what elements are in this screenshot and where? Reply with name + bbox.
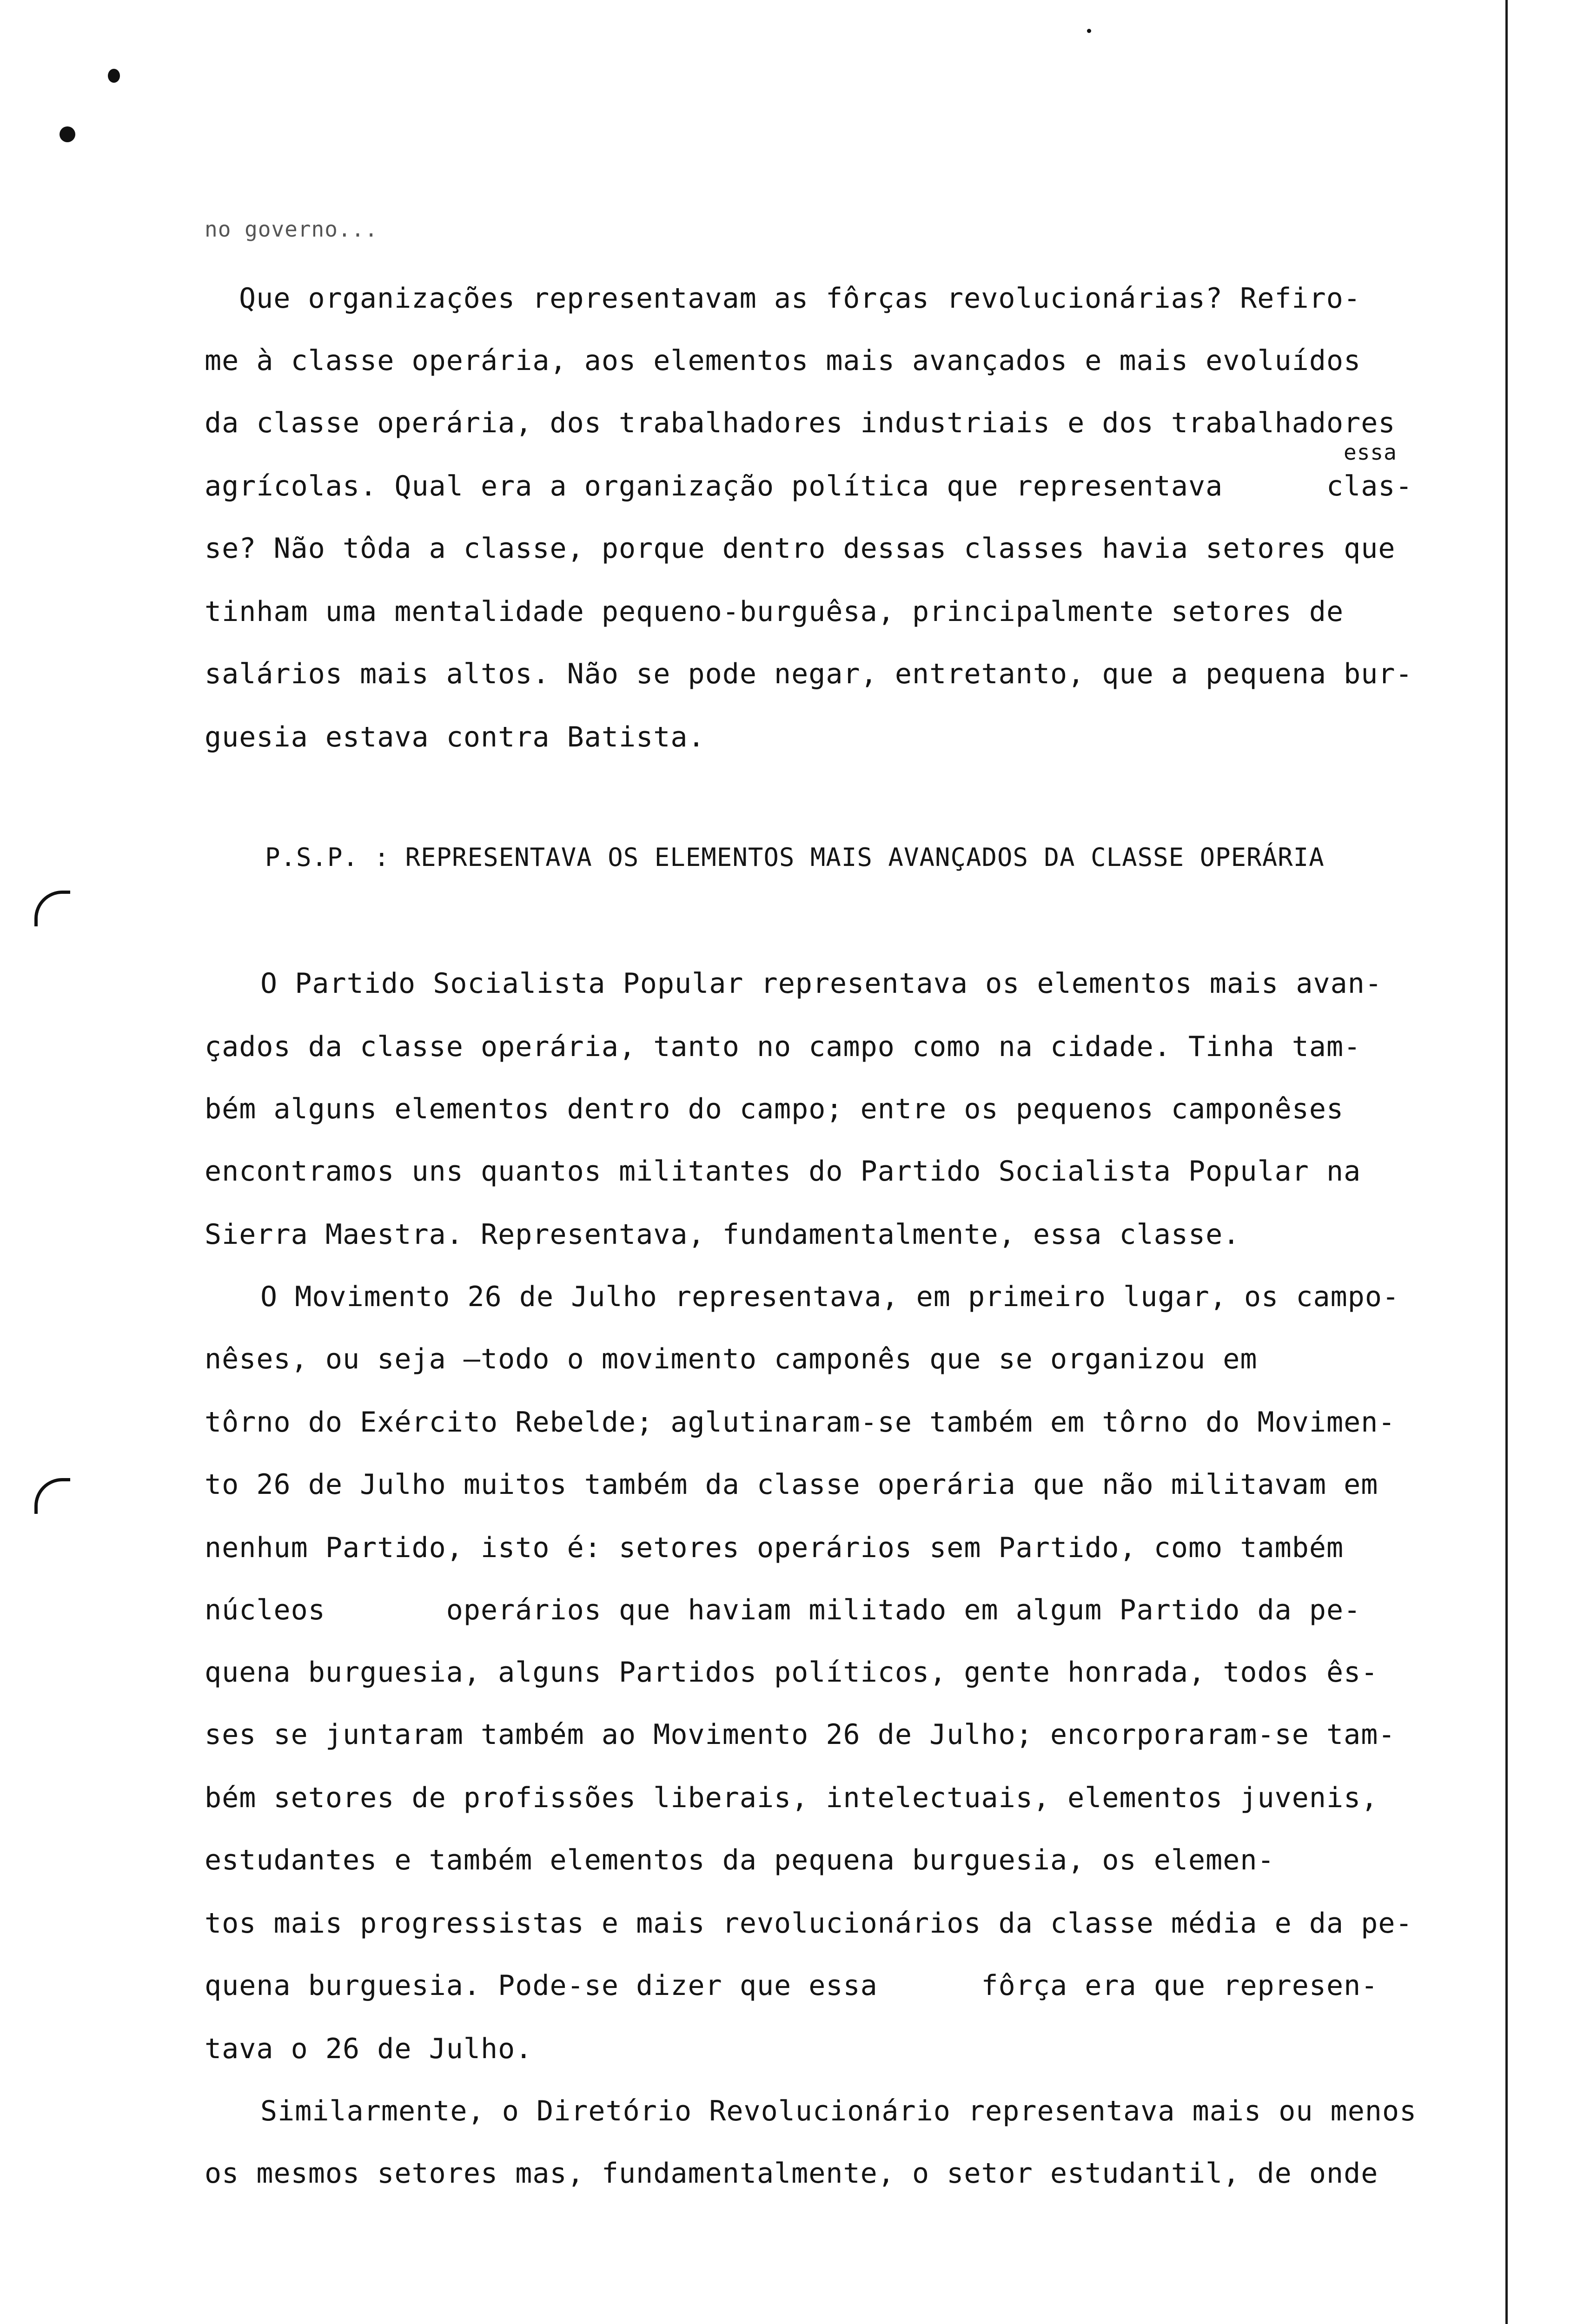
cut-off-top-line: no governo... (205, 217, 378, 242)
text-line: estudantes e também elementos da pequena burguesia, os elemen- (205, 1844, 1275, 1876)
text-line: çados da classe operária, tanto no campo como na cidade. Tinha tam- (205, 1030, 1361, 1063)
text-line: núcleos operários que haviam militado em algum Partido da pe- (205, 1594, 1361, 1626)
text-line: Sierra Maestra. Representava, fundamentalmente, essa classe. (205, 1218, 1240, 1251)
text-line: O Movimento 26 de Julho representava, em primeiro lugar, os campo- (260, 1281, 1400, 1313)
text-line: nenhum Partido, isto é: setores operários sem Partido, como também (205, 1532, 1344, 1564)
text-line: tos mais progressistas e mais revolucionários da classe média e da pe- (205, 1907, 1413, 1940)
text-line: Que organizações representavam as fôrças revolucionárias? Refiro- (239, 282, 1361, 315)
section-heading: P.S.P. : REPRESENTAVA OS ELEMENTOS MAIS AVANÇADOS DA CLASSE OPERÁRIA (265, 843, 1325, 872)
punch-hole-mark (34, 891, 70, 926)
text-line: agrícolas. Qual era a organização política que representava clas- (205, 470, 1413, 502)
text-line: salários mais altos. Não se pode negar, entretanto, que a pequena bur- (205, 658, 1413, 690)
text-line: bém alguns elementos dentro do campo; entre os pequenos camponêses (205, 1093, 1344, 1125)
text-line: tôrno do Exército Rebelde; aglutinaram-se também em tôrno do Movimen- (205, 1406, 1396, 1439)
text-line: me à classe operária, aos elementos mais avançados e mais evoluídos (205, 344, 1361, 377)
text-line: Similarmente, o Diretório Revolucionário representava mais ou menos (260, 2095, 1417, 2127)
text-line: encontramos uns quantos militantes do Partido Socialista Popular na (205, 1155, 1361, 1188)
text-line: quena burguesia, alguns Partidos políticos, gente honrada, todos ês- (205, 1656, 1378, 1689)
interlinear-insertion: essa (1344, 440, 1397, 465)
text-line: da classe operária, dos trabalhadores industriais e dos trabalhadores (205, 407, 1396, 439)
text-line: quena burguesia. Pode-se dizer que essa fôrça era que represen- (205, 1969, 1378, 2002)
text-line: tava o 26 de Julho. (205, 2033, 533, 2065)
text-line: bém setores de profissões liberais, intelectuais, elementos juvenis, (205, 1782, 1378, 1814)
punch-hole-mark (34, 1478, 70, 1514)
ink-speck (1087, 29, 1091, 33)
text-line: ses se juntaram também ao Movimento 26 de Julho; encorporaram-se tam- (205, 1718, 1396, 1751)
text-line: to 26 de Julho muitos também da classe operária que não militavam em (205, 1468, 1378, 1501)
right-margin-rule (1505, 0, 1508, 2324)
ink-speck (60, 126, 75, 142)
text-line: guesia estava contra Batista. (205, 721, 705, 753)
text-line: se? Não tôda a classe, porque dentro dessas classes havia setores que (205, 532, 1396, 565)
text-line: O Partido Socialista Popular representava os elementos mais avan- (260, 967, 1382, 1000)
text-line: tinham uma mentalidade pequeno-burguêsa, principalmente setores de (205, 595, 1344, 628)
text-line: os mesmos setores mas, fundamentalmente, o setor estudantil, de onde (205, 2157, 1378, 2190)
text-line: nêses, ou seja —todo o movimento camponês que se organizou em (205, 1343, 1258, 1375)
ink-speck (108, 69, 120, 83)
